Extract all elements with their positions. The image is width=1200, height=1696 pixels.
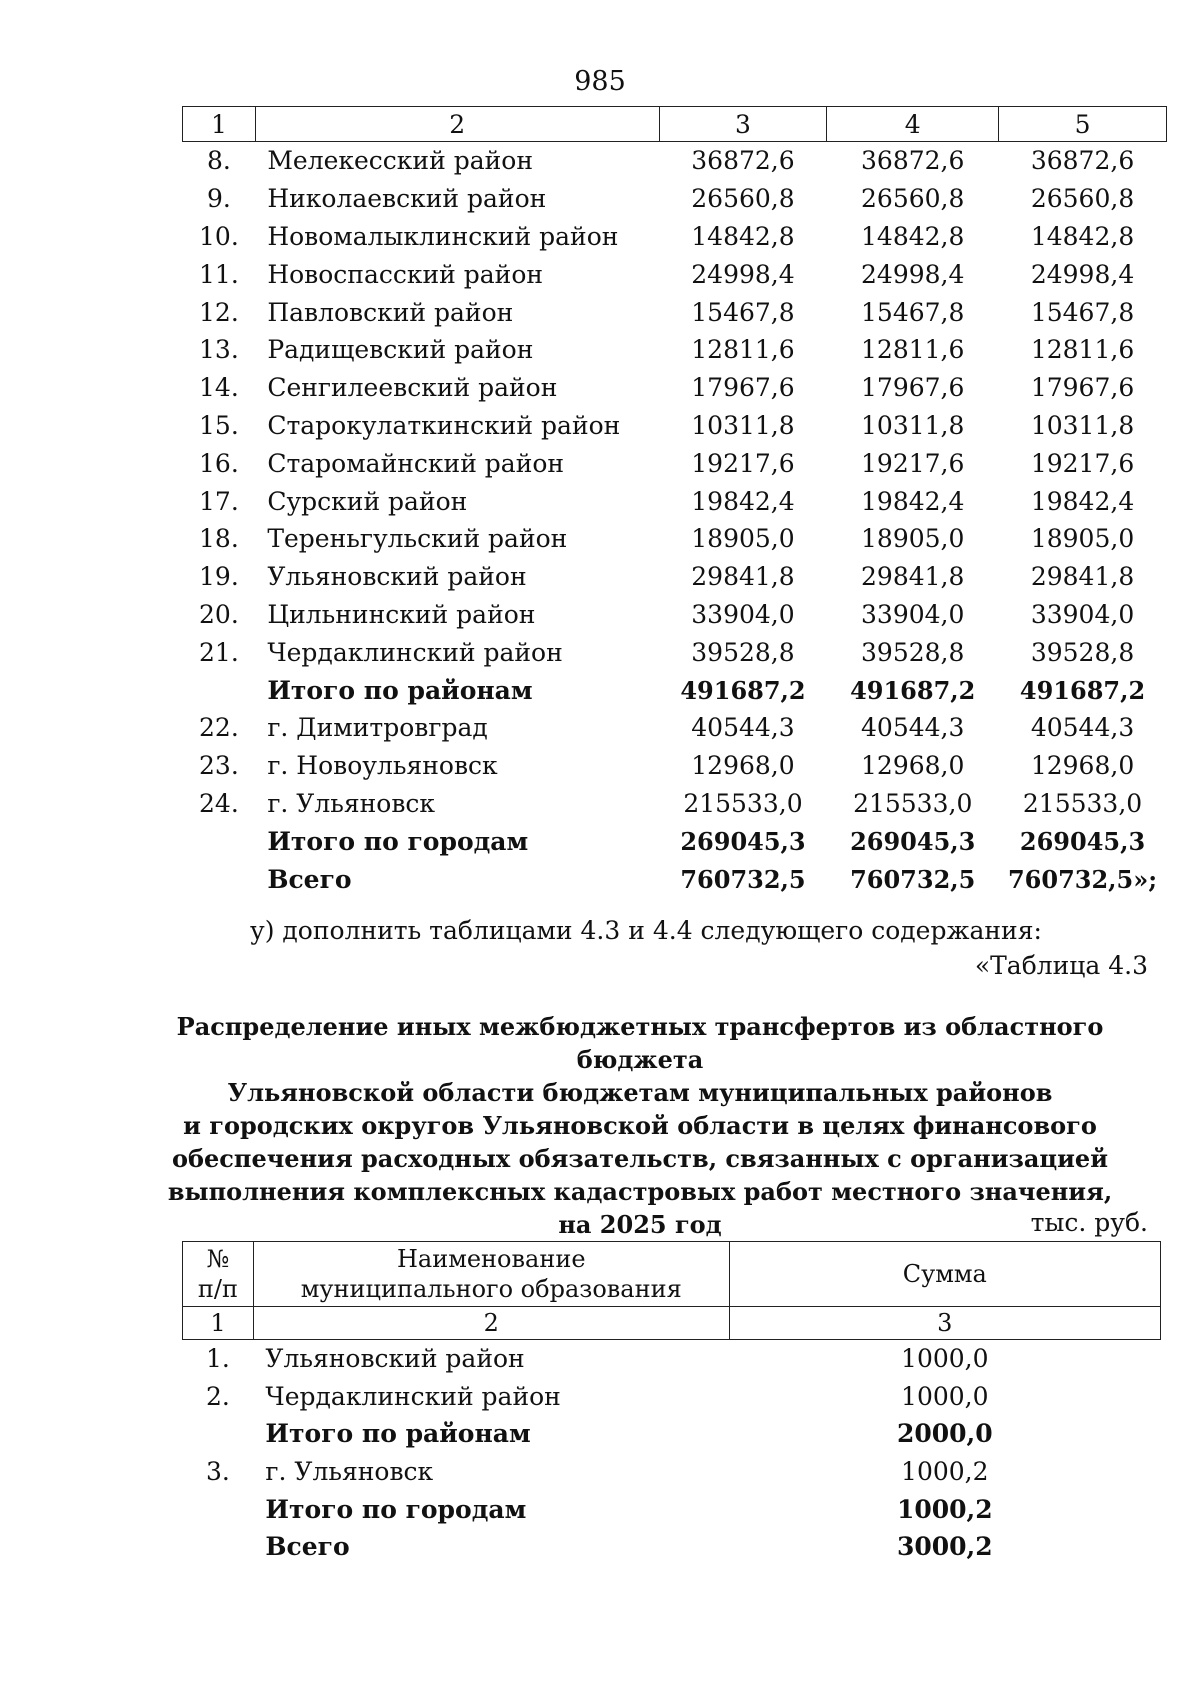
table1-body — [183, 142, 1167, 898]
value-col-4: 12968,0 — [861, 751, 965, 781]
column-index-row — [183, 1307, 1161, 1340]
value-col-3: 269045,3 — [680, 826, 806, 856]
value-col-4: 40544,3 — [861, 713, 965, 743]
row-number — [183, 1490, 254, 1528]
municipality-name: Цильнинский район — [267, 599, 536, 629]
heading-line: Ульяновской области бюджетам муниципальных районов — [227, 1078, 1053, 1107]
municipality-name: г. Ульяновск — [265, 1457, 434, 1487]
sum-value: 3000,2 — [896, 1532, 993, 1562]
value-col-5: 10311,8 — [1030, 410, 1135, 440]
row-number: 22. — [199, 713, 239, 743]
row-number: 20. — [199, 599, 239, 629]
header-row — [183, 1242, 1161, 1307]
heading-line: Распределение иных межбюджетных трансфертов из областного бюджета — [176, 1012, 1104, 1074]
value-col-4: 15467,8 — [861, 297, 965, 327]
value-col-5: 760732,5»; — [1007, 864, 1158, 894]
value-col-3: 15467,8 — [691, 297, 795, 327]
heading-line: обеспечения расходных обязательств, связанных с организацией — [172, 1144, 1108, 1173]
value-col-5: 12968,0 — [1030, 751, 1135, 781]
municipality-name: г. Димитровград — [267, 713, 488, 743]
transfers-table — [182, 1241, 1161, 1566]
header-number — [183, 1242, 254, 1307]
row-number: 17. — [199, 486, 239, 516]
row-number: 3. — [206, 1457, 230, 1487]
total-row — [183, 1528, 1161, 1566]
table-row — [183, 747, 1167, 785]
value-col-5: 40544,3 — [1030, 713, 1135, 743]
municipality-name: Чердаклинский район — [265, 1381, 561, 1411]
table-row — [183, 1378, 1161, 1416]
value-col-3: 18905,0 — [691, 524, 795, 554]
table-row — [183, 520, 1167, 558]
value-col-3: 17967,6 — [691, 373, 795, 403]
row-number: 19. — [199, 562, 239, 592]
row-number: 12. — [199, 297, 239, 327]
row-number: 23. — [199, 751, 239, 781]
heading-line: и городских округов Ульяновской области в целях финансового — [183, 1111, 1097, 1140]
value-col-3: 24998,4 — [691, 259, 795, 289]
row-number: 10. — [199, 221, 239, 251]
municipality-name: Николаевский район — [267, 184, 547, 214]
value-col-4: 17967,6 — [861, 373, 965, 403]
table-row — [183, 293, 1167, 331]
table-row — [183, 596, 1167, 634]
municipality-name: Ульяновский район — [265, 1344, 525, 1374]
table-row — [183, 218, 1167, 256]
row-number: 8. — [206, 146, 231, 176]
row-number: 18. — [199, 524, 239, 554]
value-col-5: 24998,4 — [1030, 259, 1135, 289]
total-row — [183, 822, 1167, 860]
value-col-4: 19842,4 — [861, 486, 965, 516]
value-col-5: 12811,6 — [1030, 335, 1135, 365]
column-index-5: 5 — [999, 107, 1167, 142]
municipality-name: Ульяновский район — [267, 562, 527, 592]
table-row — [183, 709, 1167, 747]
value-col-5: 19842,4 — [1030, 486, 1135, 516]
row-number — [183, 822, 256, 860]
value-col-4: 24998,4 — [861, 259, 965, 289]
table-row — [183, 369, 1167, 407]
value-col-3: 33904,0 — [691, 599, 795, 629]
table-row — [183, 444, 1167, 482]
value-col-5: 215533,0 — [1022, 788, 1143, 818]
value-col-4: 36872,6 — [861, 146, 965, 176]
table2-body — [183, 1340, 1161, 1566]
column-index-3: 3 — [659, 107, 827, 142]
table-row — [183, 785, 1167, 823]
row-number: 24. — [199, 788, 239, 818]
value-col-4: 19217,6 — [861, 448, 965, 478]
row-number: 21. — [199, 637, 239, 667]
distribution-table-continued — [182, 106, 1167, 898]
total-row — [183, 1415, 1161, 1453]
heading-line: выполнения комплексных кадастровых работ местного значения, — [167, 1177, 1113, 1206]
table-row — [183, 1340, 1161, 1378]
row-number — [183, 1528, 254, 1566]
instruction-text: у) дополнить таблицами 4.3 и 4.4 следующего содержания: — [250, 916, 1042, 945]
table-row — [183, 482, 1167, 520]
row-number: 2. — [206, 1381, 230, 1411]
value-col-5: 29841,8 — [1030, 562, 1135, 592]
header-name-line2: муниципального образования — [300, 1275, 682, 1303]
municipality-name: Радищевский район — [267, 335, 534, 365]
municipality-name: Итого по районам — [265, 1419, 531, 1449]
value-col-3: 215533,0 — [683, 788, 803, 818]
table-row — [183, 142, 1167, 180]
row-number: 15. — [199, 410, 239, 440]
value-col-5: 15467,8 — [1030, 297, 1135, 327]
value-col-5: 26560,8 — [1030, 184, 1135, 214]
row-number: 16. — [199, 448, 239, 478]
value-col-4: 26560,8 — [861, 184, 965, 214]
row-number: 1. — [206, 1344, 230, 1374]
unit-label: тыс. руб. — [1030, 1208, 1148, 1237]
municipality-name: Итого по городам — [265, 1494, 527, 1524]
value-col-4: 491687,2 — [850, 675, 976, 705]
table-reference: «Таблица 4.3 — [974, 951, 1148, 980]
value-col-5: 18905,0 — [1030, 524, 1135, 554]
table-row — [183, 558, 1167, 596]
value-col-4: 10311,8 — [861, 410, 965, 440]
value-col-3: 12968,0 — [691, 751, 795, 781]
row-number: 9. — [206, 184, 231, 214]
value-col-5: 33904,0 — [1030, 599, 1135, 629]
municipality-name: г. Ульяновск — [267, 788, 436, 818]
column-index-1: 1 — [183, 107, 256, 142]
column-index-2: 2 — [253, 1307, 729, 1340]
value-col-3: 12811,6 — [691, 335, 795, 365]
value-col-4: 39528,8 — [861, 637, 965, 667]
value-col-5: 36872,6 — [1030, 146, 1135, 176]
municipality-name: Чердаклинский район — [267, 637, 563, 667]
value-col-5: 19217,6 — [1030, 448, 1135, 478]
total-row — [183, 1490, 1161, 1528]
sum-value: 2000,0 — [896, 1419, 993, 1449]
table-row — [183, 633, 1167, 671]
sum-value: 1000,0 — [901, 1381, 989, 1411]
value-col-5: 39528,8 — [1030, 637, 1135, 667]
value-col-3: 19217,6 — [691, 448, 795, 478]
sum-value: 1000,2 — [896, 1494, 993, 1524]
value-col-3: 14842,8 — [691, 221, 795, 251]
value-col-4: 12811,6 — [861, 335, 965, 365]
municipality-name: Павловский район — [267, 297, 514, 327]
value-col-3: 760732,5 — [680, 864, 806, 894]
row-number — [183, 1415, 254, 1453]
table-row — [183, 255, 1167, 293]
row-number: 11. — [199, 259, 239, 289]
value-col-3: 39528,8 — [691, 637, 795, 667]
value-col-4: 18905,0 — [861, 524, 965, 554]
municipality-name: Сенгилеевский район — [267, 373, 558, 403]
total-row — [183, 671, 1167, 709]
column-index-2: 2 — [255, 107, 659, 142]
municipality-name: Тереньгульский район — [267, 524, 568, 554]
value-col-5: 491687,2 — [1019, 675, 1146, 705]
row-number: 14. — [199, 373, 239, 403]
heading-line: на 2025 год — [558, 1210, 722, 1239]
column-index-row — [183, 107, 1167, 142]
value-col-3: 29841,8 — [691, 562, 795, 592]
municipality-name: Новомалыклинский район — [267, 221, 619, 251]
value-col-5: 17967,6 — [1030, 373, 1135, 403]
municipality-name: Новоспасский район — [267, 259, 544, 289]
table-row — [183, 1453, 1161, 1491]
header-name — [253, 1242, 729, 1307]
municipality-name: Всего — [267, 864, 352, 894]
column-index-1: 1 — [183, 1307, 254, 1340]
value-col-5: 269045,3 — [1019, 826, 1146, 856]
value-col-4: 33904,0 — [861, 599, 965, 629]
value-col-4: 215533,0 — [853, 788, 973, 818]
total-row — [183, 860, 1167, 898]
value-col-4: 760732,5 — [850, 864, 976, 894]
table-row — [183, 407, 1167, 445]
value-col-3: 40544,3 — [691, 713, 795, 743]
page-number: 985 — [574, 66, 626, 97]
municipality-name: Всего — [265, 1532, 350, 1562]
value-col-4: 29841,8 — [861, 562, 965, 592]
table-row — [183, 180, 1167, 218]
table-row — [183, 331, 1167, 369]
municipality-name: Сурский район — [267, 486, 468, 516]
header-sum: Сумма — [729, 1242, 1160, 1307]
municipality-name: Старокулаткинский район — [267, 410, 621, 440]
row-number: 13. — [199, 335, 239, 365]
municipality-name: г. Новоульяновск — [267, 751, 498, 781]
value-col-3: 491687,2 — [680, 675, 806, 705]
value-col-4: 14842,8 — [861, 221, 965, 251]
column-index-3: 3 — [729, 1307, 1160, 1340]
column-index-4: 4 — [827, 107, 999, 142]
sum-value: 1000,2 — [901, 1457, 989, 1487]
header-name-line1: Наименование — [396, 1245, 586, 1273]
value-col-3: 36872,6 — [691, 146, 795, 176]
table-heading — [120, 1010, 1160, 1241]
value-col-3: 26560,8 — [691, 184, 795, 214]
value-col-5: 14842,8 — [1030, 221, 1135, 251]
sum-value: 1000,0 — [901, 1344, 989, 1374]
value-col-3: 19842,4 — [691, 486, 795, 516]
header-number-symbol: № — [206, 1245, 230, 1273]
municipality-name: Мелекесский район — [267, 146, 533, 176]
value-col-4: 269045,3 — [850, 826, 976, 856]
row-number — [183, 671, 256, 709]
municipality-name: Старомайнский район — [267, 448, 565, 478]
value-col-3: 10311,8 — [691, 410, 795, 440]
municipality-name: Итого по районам — [267, 675, 533, 705]
header-number-abbr: п/п — [197, 1275, 238, 1303]
municipality-name: Итого по городам — [267, 826, 529, 856]
row-number — [183, 860, 256, 898]
